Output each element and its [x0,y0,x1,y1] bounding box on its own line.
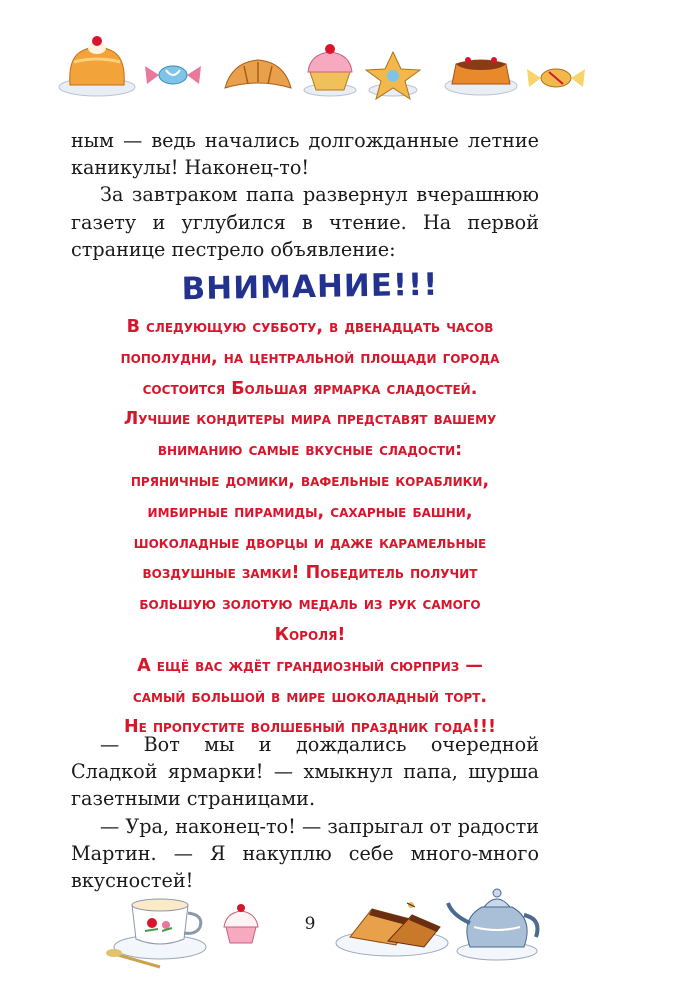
announcement-line: Не пропустите волшебный праздник года!!! [124,717,496,738]
body-text-bottom [71,731,539,894]
newspaper-announcement [60,266,560,743]
cupcake-icon [224,904,258,943]
announcement-line: самый большой в мире шоколадный торт. [132,686,488,707]
pudding-icon [445,57,517,95]
announcement-line: воздушные замки! Победитель получит [142,563,478,584]
star-cookie-icon [366,52,420,99]
page-number: 9 [304,914,316,934]
croissant-icon [225,60,291,88]
announcement-line: В следующую субботу, в двенадцать часов [126,317,494,337]
teapot-icon [448,889,538,960]
announcement-line: шоколадные дворцы и даже карамельные [133,532,487,553]
announcement-line: Короля! [274,624,346,645]
cupcake-icon [304,44,356,96]
teacup-icon [106,899,206,967]
announcement-line: пополудни, на центральной площади города [120,347,500,368]
paragraph: За завтраком папа развернул вчерашнюю газету и углубился в чтение. На первой странице пестрело объявление: [71,183,539,261]
announcement-line: имбирные пирамиды, сахарные башни, [147,501,473,522]
announcement-title: ВНИМАНИЕ!!! [181,266,439,308]
jelly-dessert-icon [59,36,135,96]
announcement-line: А ещё вас ждёт грандиозный сюрприз — [137,655,483,676]
paragraph: ным — ведь начались долгожданные летние каникулы! Наконец-то! [71,129,539,180]
announcement-line: большую золотую медаль из рук самого [139,594,481,615]
bottom-decoration-row [0,875,681,1000]
top-decoration-row [0,0,681,110]
wrapped-candy-icon [527,69,585,87]
paragraph: — Вот мы и дождались очередной Сладкой ярмарки! — хмыкнул папа, шурша газетными страницами. [71,733,539,811]
body-text-top [71,127,539,263]
announcement-line: вниманию самые вкусные сладости: [157,440,463,461]
wrapped-candy-icon [145,66,201,84]
paragraph: — Ура, наконец-то! — запрыгал от радости Мартин. — Я накуплю себе много-много вкусностей! [71,814,539,893]
cake-slices-icon [336,902,448,956]
announcement-line: состоится Большая ярмарка сладостей. [142,378,478,399]
announcement-line: Лучшие кондитеры мира представят вашему [123,409,497,430]
announcement-line: пряничные домики, вафельные кораблики, [130,470,490,491]
